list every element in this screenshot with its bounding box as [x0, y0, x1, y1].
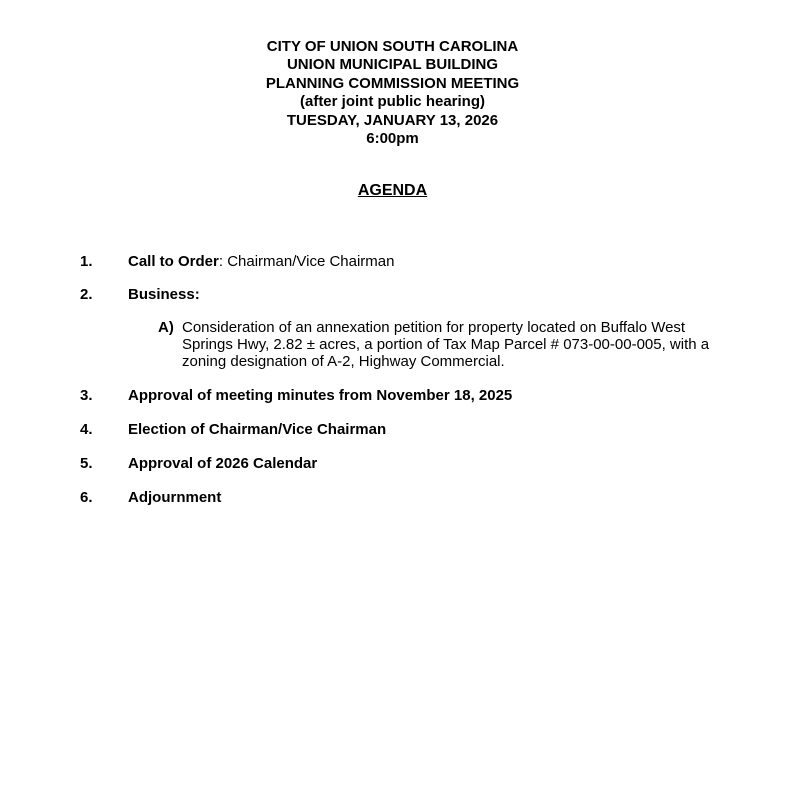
agenda-item-title: Call to Order — [128, 253, 219, 270]
agenda-item-title: Approval of meeting minutes from November 18, 2025 — [128, 387, 513, 404]
agenda-item-number: 5. — [80, 455, 93, 472]
agenda-item-body — [128, 253, 395, 270]
agenda-title: AGENDA — [357, 182, 428, 199]
sub-item-marker: A) — [158, 319, 174, 336]
document-header — [0, 38, 785, 148]
header-meeting: PLANNING COMMISSION MEETING — [265, 74, 520, 92]
header-date: TUESDAY, JANUARY 13, 2026 — [286, 111, 499, 129]
agenda-item-number: 3. — [80, 387, 93, 404]
sub-item-line: Springs Hwy, 2.82 ± acres, a portion of Tax Map Parcel # 073-00-00-005, with a — [182, 336, 710, 353]
agenda-item-title: Approval of 2026 Calendar — [128, 455, 318, 472]
agenda-item-detail: : Chairman/Vice Chairman — [218, 253, 395, 270]
sub-item-line: Consideration of an annexation petition for property located on Buffalo West — [182, 319, 686, 336]
header-note: (after joint public hearing) — [299, 93, 485, 111]
sub-item-line: zoning designation of A-2, Highway Commercial. — [182, 353, 505, 370]
agenda-item-number: 4. — [80, 421, 93, 438]
agenda-item-title: Election of Chairman/Vice Chairman — [128, 421, 387, 438]
agenda-item-title: Adjournment — [128, 489, 222, 506]
agenda-item-title: Business: — [128, 286, 200, 303]
header-time: 6:00pm — [366, 130, 419, 148]
sub-item-text — [182, 319, 718, 370]
header-building: UNION MUNICIPAL BUILDING — [286, 56, 499, 74]
agenda-item-number: 6. — [80, 489, 93, 506]
agenda-item-number: 2. — [80, 286, 93, 303]
agenda-item-number: 1. — [80, 253, 93, 270]
header-city: CITY OF UNION SOUTH CAROLINA — [266, 38, 519, 55]
